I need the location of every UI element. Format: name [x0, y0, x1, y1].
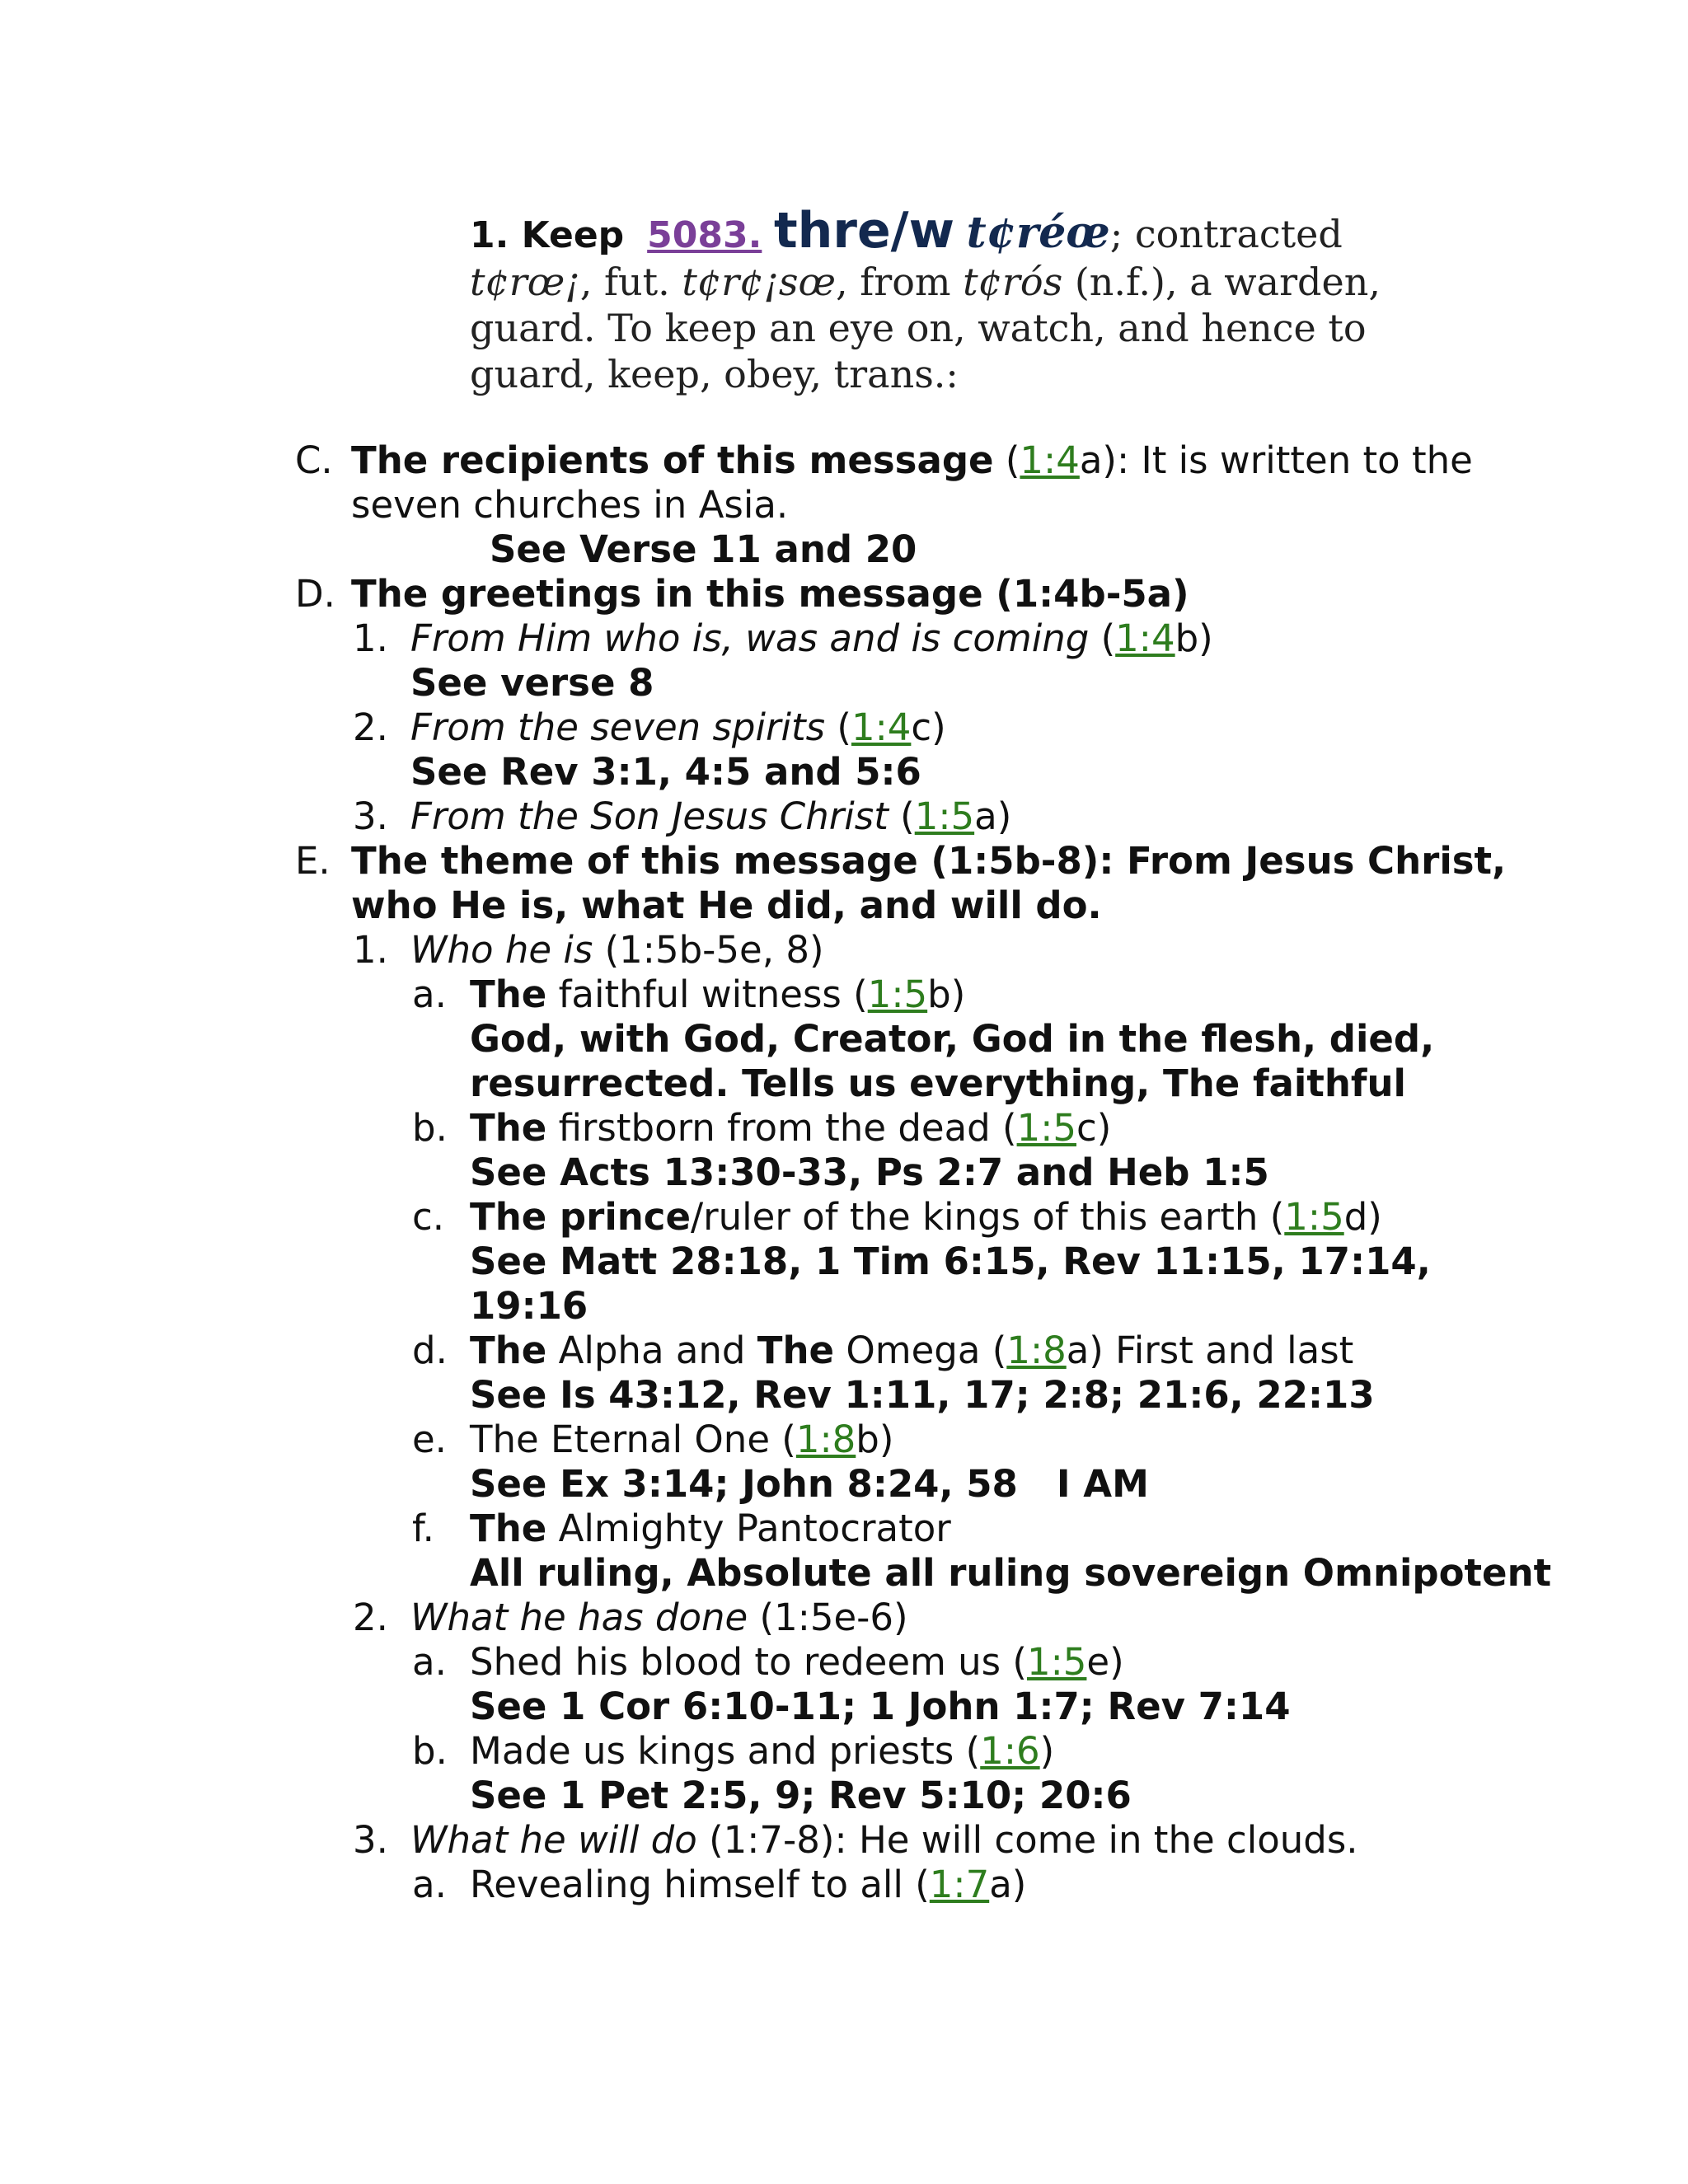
- bold-text: The prince: [470, 1195, 691, 1239]
- outline-e1f-note1: All ruling, Absolute all ruling sovereign Omnipotent: [470, 1551, 1552, 1595]
- outline-item-text: Omega (: [834, 1329, 1007, 1372]
- greek-word: thre/w: [773, 202, 954, 260]
- verse-link[interactable]: 1:4: [851, 705, 912, 749]
- outline-e1d-note1: See Is 43:12, Rev 1:11, 17; 2:8; 21:6, 22:13: [470, 1373, 1375, 1417]
- outline-marker: 2.: [353, 1596, 388, 1639]
- outline-marker: 3.: [353, 1818, 388, 1862]
- lexicon-text: ,: [579, 260, 593, 304]
- outline-e2: [410, 1596, 908, 1640]
- outline-marker: 1.: [353, 928, 388, 972]
- outline-c-line1: The recipients of this message (1:4a): It is written to the: [351, 438, 1473, 482]
- outline-item-text: Alpha and: [546, 1329, 757, 1372]
- outline-item-text: From Him who is, was and is coming: [410, 616, 1090, 660]
- outline-item-text: faithful witness (: [546, 972, 868, 1016]
- verse-link[interactable]: 1:5: [1027, 1640, 1087, 1684]
- outline-e1c-note1: See Matt 28:18, 1 Tim 6:15, Rev 11:15, 17:14,: [470, 1240, 1431, 1283]
- outline-item-text: The Eternal One (: [470, 1418, 796, 1461]
- outline-item-text: What he has done: [410, 1596, 748, 1639]
- outline-marker-e: E.: [295, 839, 331, 883]
- outline-item-text: Revealing himself to all (: [470, 1863, 930, 1906]
- outline-d3: From the Son Jesus Christ (1:5a): [410, 794, 1012, 838]
- bold-text: The: [470, 1329, 547, 1372]
- outline-c-line2: seven churches in Asia.: [351, 483, 789, 527]
- outline-marker: a.: [412, 1640, 447, 1684]
- outline-item-text: Shed his blood to redeem us (: [470, 1640, 1027, 1684]
- ref-suffix: c: [911, 705, 932, 749]
- outline-e-title-line2: who He is, what He did, and will do.: [351, 883, 1102, 927]
- outline-e3: [410, 1818, 1358, 1863]
- lexicon-text: , from: [835, 260, 964, 304]
- verse-link[interactable]: 1:4: [1115, 616, 1175, 660]
- outline-c-note: See Verse 11 and 20: [490, 527, 917, 571]
- lexicon-entry: [470, 202, 1418, 397]
- future-form: t¢r¢¡sœ: [682, 260, 836, 304]
- outline-e1c: [470, 1195, 1382, 1240]
- outline-e1a-note2: resurrected. Tells us everything, The faithful: [470, 1062, 1406, 1105]
- outline-marker-d: D.: [295, 572, 335, 616]
- ref-suffix: ): [1039, 1729, 1055, 1773]
- outline-e1: [410, 928, 824, 972]
- ref-suffix: a: [1079, 438, 1103, 482]
- outline-e2a: [470, 1640, 1124, 1685]
- outline-marker-c: C.: [295, 438, 333, 482]
- verse-link[interactable]: 1:5: [1016, 1106, 1076, 1150]
- strongs-number-link[interactable]: 5083.: [647, 214, 762, 256]
- outline-e1d: [470, 1329, 1353, 1373]
- verse-link[interactable]: 1:6: [980, 1729, 1040, 1773]
- bold-text: The: [470, 1507, 547, 1550]
- lexicon-definition: (n.f.), a warden, guard. To keep an eye on, watch, and hence to guard, keep, obey, trans.:: [470, 260, 1381, 396]
- outline-item-text: From the seven spirits: [410, 705, 826, 749]
- outline-c-title: The recipients of this message: [351, 438, 994, 482]
- outline-marker: e.: [412, 1418, 447, 1461]
- verse-link[interactable]: 1:8: [1006, 1329, 1067, 1372]
- ref-suffix: d): [1343, 1195, 1382, 1239]
- outline-marker: f.: [412, 1507, 434, 1550]
- outline-e1b: [470, 1106, 1111, 1151]
- outline-e1e: [470, 1418, 893, 1462]
- outline-e1a-note1: God, with God, Creator, God in the flesh, died,: [470, 1017, 1435, 1061]
- verse-link[interactable]: 1:4: [1020, 438, 1080, 482]
- bold-text: The: [470, 972, 547, 1016]
- outline-item-text: Who he is: [410, 928, 593, 972]
- transliteration: t¢réœ: [966, 208, 1110, 258]
- outline-marker: 1.: [353, 616, 388, 660]
- verse-link[interactable]: 1:5: [867, 972, 928, 1016]
- outline-marker: a.: [412, 1863, 447, 1906]
- root-form: t¢rós: [963, 260, 1063, 304]
- outline-e1e-note1: See Ex 3:14; John 8:24, 58 I AM: [470, 1462, 1149, 1506]
- lexicon-heading: 1. Keep: [470, 214, 625, 256]
- outline-item-text: Made us kings and priests (: [470, 1729, 981, 1773]
- verse-link[interactable]: 1:7: [929, 1863, 990, 1906]
- outline-d1: From Him who is, was and is coming (1:4b): [410, 616, 1213, 660]
- outline-c-text: ): It is written to the: [1102, 438, 1473, 482]
- outline-item-text: Almighty Pantocrator: [546, 1507, 951, 1550]
- outline-marker: b.: [412, 1729, 448, 1773]
- outline-marker: 3.: [353, 794, 388, 838]
- outline-marker: b.: [412, 1106, 448, 1150]
- outline-marker: 2.: [353, 705, 388, 749]
- outline-d2: From the seven spirits (1:4c): [410, 705, 946, 749]
- contracted-form: t¢rœ¡: [470, 260, 580, 304]
- outline-marker: a.: [412, 972, 447, 1016]
- outline-range: (1:5e-6): [748, 1596, 908, 1639]
- ref-suffix: a) First and last: [1066, 1329, 1354, 1372]
- ref-suffix: c): [1076, 1106, 1112, 1150]
- verse-link[interactable]: 1:5: [1284, 1195, 1344, 1239]
- ref-suffix: b: [1175, 616, 1199, 660]
- ref-suffix: b): [927, 972, 966, 1016]
- outline-d2-note: See Rev 3:1, 4:5 and 5:6: [410, 750, 921, 794]
- verse-link[interactable]: 1:5: [914, 794, 975, 838]
- outline-range: (1:7-8): He will come in the clouds.: [696, 1818, 1358, 1862]
- bold-text: The: [757, 1329, 835, 1372]
- outline-e-title-line1: The theme of this message (1:5b-8): From Jesus Christ,: [351, 839, 1507, 883]
- outline-marker: c.: [412, 1195, 445, 1239]
- outline-marker: d.: [412, 1329, 448, 1372]
- outline-e2b: [470, 1729, 1054, 1774]
- outline-d1-note: See verse 8: [410, 661, 654, 705]
- ref-suffix: a: [974, 794, 997, 838]
- bold-text: The: [470, 1106, 547, 1150]
- outline-e2a-note1: See 1 Cor 6:10-11; 1 John 1:7; Rev 7:14: [470, 1685, 1291, 1728]
- outline-item-text: firstborn from the dead (: [546, 1106, 1017, 1150]
- outline-item-text: What he will do: [410, 1818, 697, 1862]
- outline-d-title: The greetings in this message (1:4b-5a): [351, 572, 1189, 616]
- outline-e3a: [470, 1863, 1026, 1907]
- outline-range: (1:5b-5e, 8): [593, 928, 824, 972]
- ref-suffix: b): [856, 1418, 894, 1461]
- outline-item-text: /ruler of the kings of this earth (: [690, 1195, 1285, 1239]
- outline-e1f: [470, 1507, 951, 1551]
- outline-item-text: From the Son Jesus Christ: [410, 794, 889, 838]
- lexicon-text: ; contracted: [1109, 212, 1343, 256]
- verse-link[interactable]: 1:8: [795, 1418, 856, 1461]
- lexicon-text: fut.: [603, 260, 682, 304]
- outline-e2b-note1: See 1 Pet 2:5, 9; Rev 5:10; 20:6: [470, 1774, 1132, 1817]
- ref-suffix: a): [989, 1863, 1027, 1906]
- outline-e1b-note1: See Acts 13:30-33, Ps 2:7 and Heb 1:5: [470, 1151, 1269, 1194]
- ref-suffix: e): [1086, 1640, 1124, 1684]
- outline-e1c-note2: 19:16: [470, 1284, 588, 1328]
- outline-e1a: [470, 972, 965, 1017]
